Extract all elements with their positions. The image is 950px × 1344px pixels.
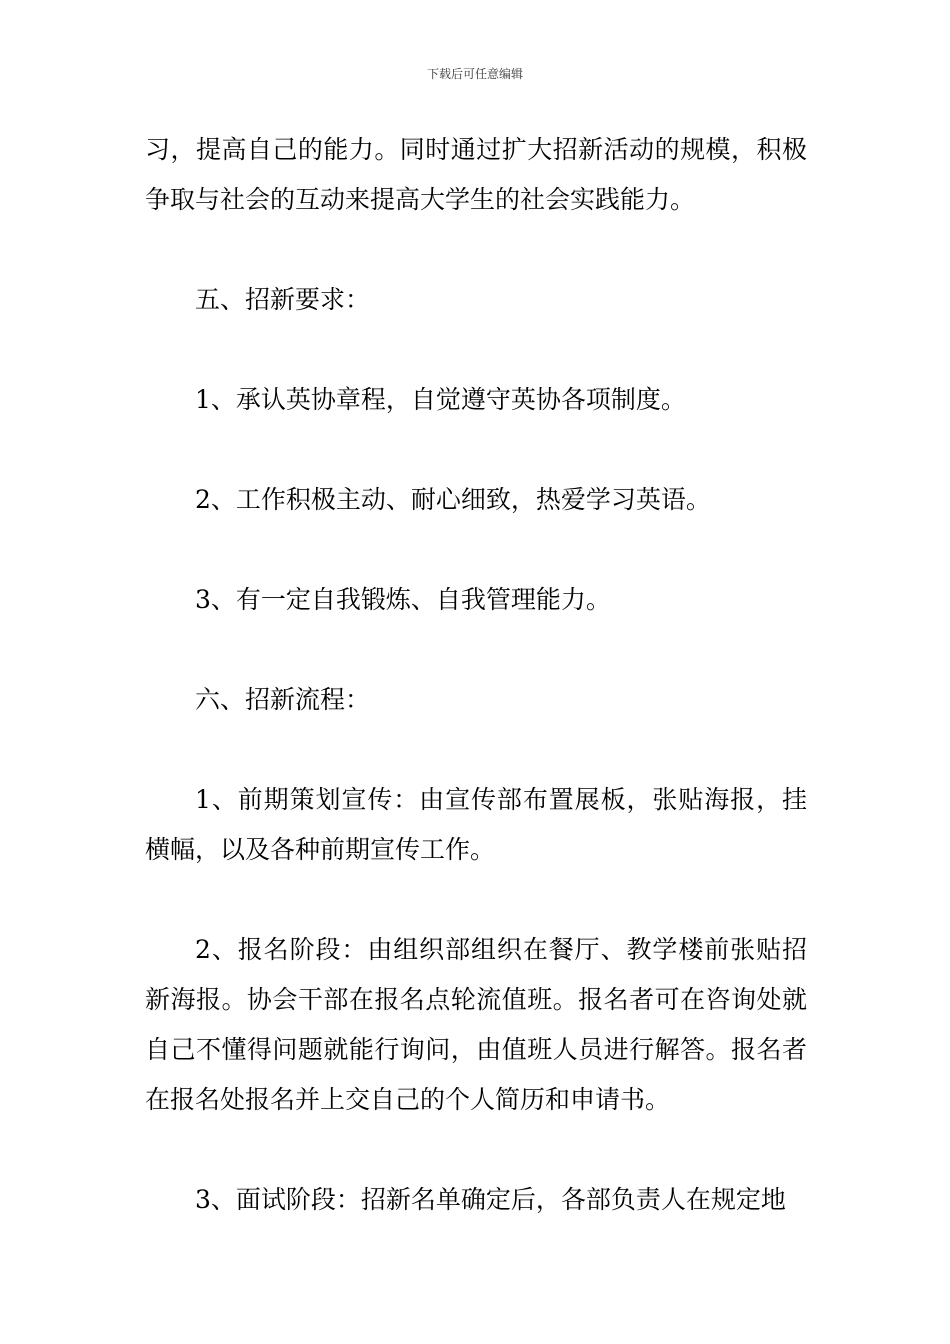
requirement-item: 1、承认英协章程，自觉遵守英协各项制度。 — [195, 385, 686, 414]
document-body — [145, 125, 807, 1225]
section-heading-requirements: 五、招新要求： — [195, 285, 371, 314]
process-step: 3、面试阶段：招新名单确定后，各部负责人在规定地 — [195, 1185, 786, 1214]
requirement-item: 3、有一定自我锻炼、自我管理能力。 — [195, 585, 611, 614]
section-heading-process: 六、招新流程： — [195, 685, 371, 714]
process-step: 1、前期策划宣传：由宣传部布置展板，张贴海报，挂横幅，以及各种前期宣传工作。 — [145, 785, 807, 864]
paragraph-continuation: 习，提高自己的能力。同时通过扩大招新活动的规模，积极争取与社会的互动来提高大学生的社会实践能力。 — [145, 135, 807, 214]
process-step: 2、报名阶段：由组织部组织在餐厅、教学楼前张贴招新海报。协会干部在报名点轮流值班。报名者可在咨询处就自己不懂得问题就能行询问，由值班人员进行解答。报名者在报名处报名并上交自己的个人简历和申请书。 — [145, 935, 807, 1114]
page-header: 下载后可任意编辑 — [426, 67, 523, 81]
requirement-item: 2、工作积极主动、耐心细致，热爱学习英语。 — [195, 485, 711, 514]
